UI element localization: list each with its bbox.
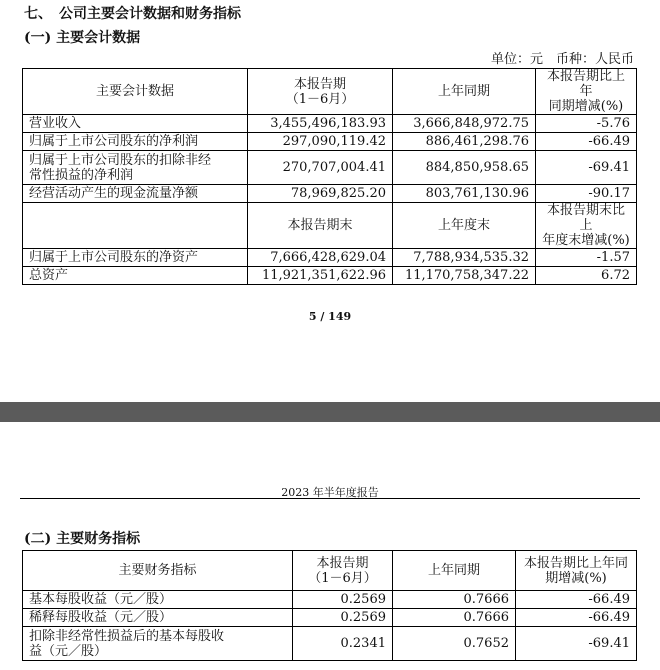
- table-row-cell: 经营活动产生的现金流量净额: [23, 185, 248, 203]
- table-header-row-cell: 上年同期: [393, 551, 516, 591]
- table-header-row-cell: 本报告期末比上 年度末增减(%): [536, 203, 637, 249]
- table-row-cell: 270,707,004.41: [248, 151, 393, 185]
- table-header-row-cell: 本报告期比上年同 期增减(%): [516, 551, 637, 591]
- table-header-row-cell: 主要会计数据: [23, 69, 248, 115]
- table-row: [23, 185, 637, 203]
- table-header-row-cell: 本报告期 （1－6月）: [248, 69, 393, 115]
- table-header-row-cell: [23, 203, 248, 249]
- table-row: [23, 591, 637, 609]
- table-row: [23, 133, 637, 151]
- table-row-cell: 0.7652: [393, 627, 516, 661]
- table-row-cell: 7,788,934,535.32: [393, 249, 536, 267]
- table-header-row-cell: 本报告期 （1－6月）: [293, 551, 393, 591]
- table-row-cell: -66.49: [516, 609, 637, 627]
- table-row-cell: 3,455,496,183.93: [248, 115, 393, 133]
- table-header-row-cell: 上年同期: [393, 69, 536, 115]
- table-row: [23, 115, 637, 133]
- subsection-title-accounting-data: (一) 主要会计数据: [24, 30, 141, 46]
- table-row-cell: -69.41: [536, 151, 637, 185]
- table-header-row-cell: 主要财务指标: [23, 551, 293, 591]
- table-row: [23, 151, 637, 185]
- subsection-title-financial-indicators: (二) 主要财务指标: [24, 531, 141, 547]
- table-row-cell: 11,921,351,622.96: [248, 267, 393, 285]
- table-header-row: [23, 551, 637, 591]
- table-header-row-cell: 本报告期比上年 同期增减(%): [536, 69, 637, 115]
- table-row-cell: 0.2341: [293, 627, 393, 661]
- header-rule: [20, 498, 640, 499]
- table-row-cell: 803,761,130.96: [393, 185, 536, 203]
- section-title: 七、 公司主要会计数据和财务指标: [24, 6, 241, 22]
- table-row-cell: 297,090,119.42: [248, 133, 393, 151]
- table-row-cell: 扣除非经常性损益后的基本每股收 益（元／股）: [23, 627, 293, 661]
- table-row-cell: -1.57: [536, 249, 637, 267]
- table-row-cell: -5.76: [536, 115, 637, 133]
- table-row-cell: 884,850,958.65: [393, 151, 536, 185]
- page-number: 5 / 149: [308, 310, 352, 323]
- table-header-row: [23, 69, 637, 115]
- table-row-cell: 0.7666: [393, 609, 516, 627]
- table-row: [23, 609, 637, 627]
- table-row-cell: 基本每股收益（元／股）: [23, 591, 293, 609]
- running-header: 2023 年半年度报告: [281, 486, 379, 499]
- table-row-cell: 7,666,428,629.04: [248, 249, 393, 267]
- table-row-cell: -90.17: [536, 185, 637, 203]
- table-row-cell: 归属于上市公司股东的扣除非经 常性损益的净利润: [23, 151, 248, 185]
- table-row-cell: 归属于上市公司股东的净利润: [23, 133, 248, 151]
- table-row-cell: 6.72: [536, 267, 637, 285]
- table-row-cell: -69.41: [516, 627, 637, 661]
- table-header-row-cell: 上年度末: [393, 203, 536, 249]
- table-row-cell: -66.49: [516, 591, 637, 609]
- financial-indicators-table: [22, 550, 637, 661]
- table-row-cell: 3,666,848,972.75: [393, 115, 536, 133]
- table-header-row-cell: 本报告期末: [248, 203, 393, 249]
- table-row-cell: 0.2569: [293, 591, 393, 609]
- page-separator: [0, 402, 660, 422]
- table-row-cell: 总资产: [23, 267, 248, 285]
- table-row-cell: 78,969,825.20: [248, 185, 393, 203]
- table-row: [23, 627, 637, 661]
- table-row-cell: 0.7666: [393, 591, 516, 609]
- table-row: [23, 267, 637, 285]
- unit-currency-line: 单位：元 币种：人民币: [490, 52, 634, 67]
- table-row: [23, 249, 637, 267]
- table-header-row: [23, 203, 637, 249]
- table-row-cell: 归属于上市公司股东的净资产: [23, 249, 248, 267]
- table-row-cell: 营业收入: [23, 115, 248, 133]
- accounting-data-table: [22, 68, 637, 285]
- table-row-cell: 11,170,758,347.22: [393, 267, 536, 285]
- table-row-cell: 886,461,298.76: [393, 133, 536, 151]
- table-row-cell: -66.49: [536, 133, 637, 151]
- table-row-cell: 稀释每股收益（元／股）: [23, 609, 293, 627]
- table-row-cell: 0.2569: [293, 609, 393, 627]
